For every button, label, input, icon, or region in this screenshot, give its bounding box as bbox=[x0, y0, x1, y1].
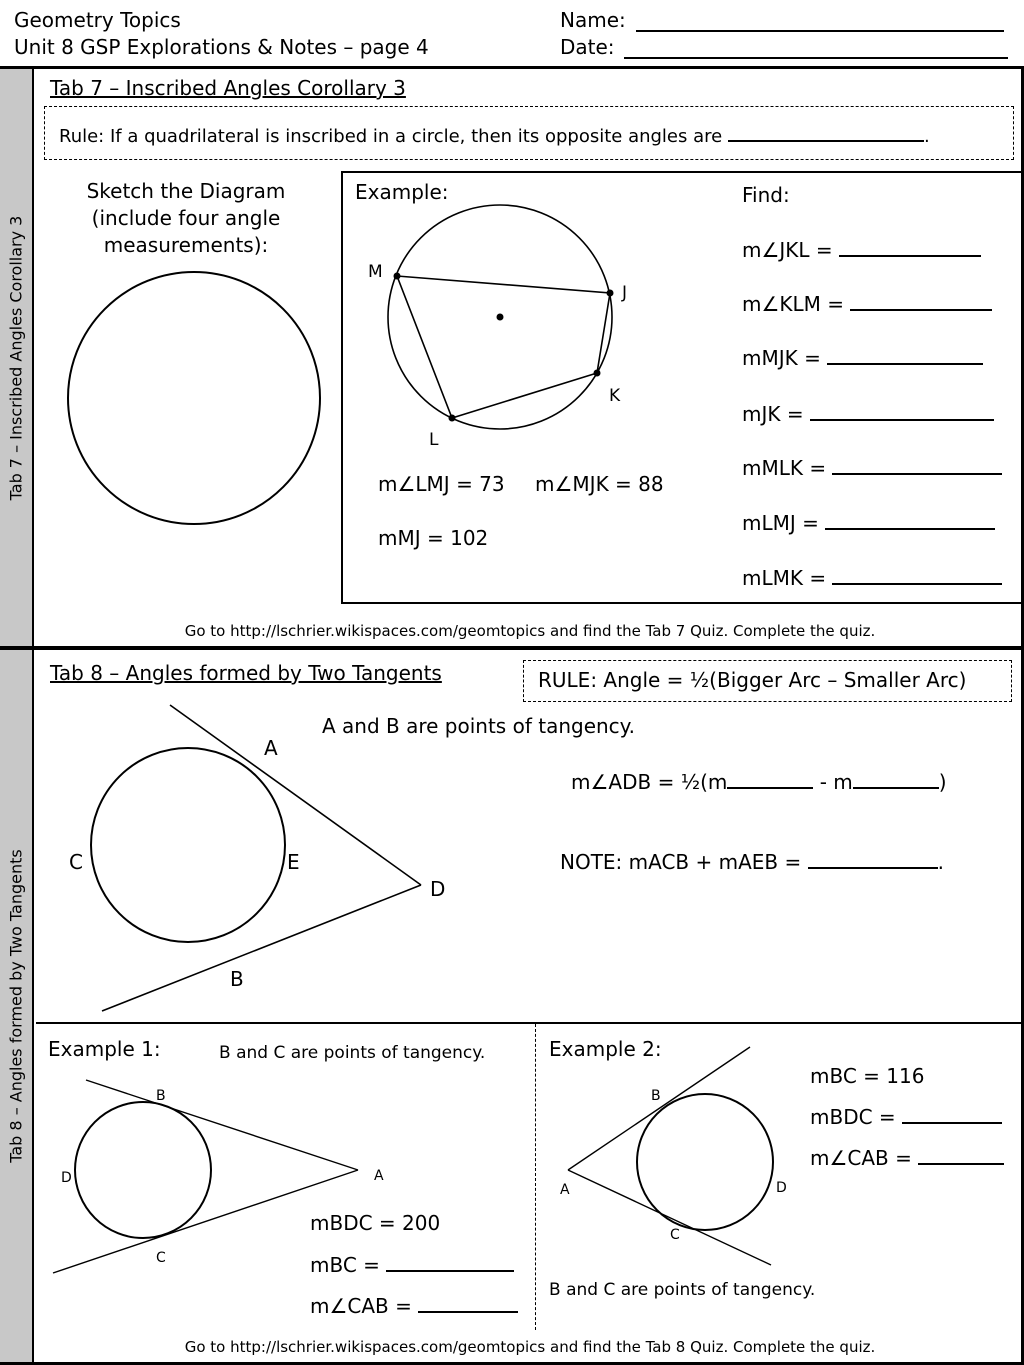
find-label: Find: bbox=[742, 183, 790, 207]
find-item-JKL: m∠JKL = bbox=[742, 238, 981, 262]
ex1-point-A: A bbox=[374, 1168, 384, 1184]
tab7-side-label: Tab 7 – Inscribed Angles Corollary 3 bbox=[0, 69, 34, 646]
given-arc-MJ: mMJ = 102 bbox=[378, 526, 489, 550]
example1-label: Example 1: bbox=[48, 1037, 161, 1061]
date-label: Date: bbox=[560, 35, 615, 59]
ex1-given: mBDC = 200 bbox=[310, 1211, 441, 1235]
example2-label: Example 2: bbox=[549, 1037, 662, 1061]
given-angle-LMJ: m∠LMJ = 73 bbox=[378, 472, 505, 496]
ex2-given: mBC = 116 bbox=[810, 1064, 925, 1088]
tab8-tangency-note: A and B are points of tangency. bbox=[322, 714, 636, 738]
ex2-point-B: B bbox=[651, 1088, 661, 1104]
tab8-title: Tab 8 – Angles formed by Two Tangents bbox=[50, 661, 442, 685]
find-item-JK: mJK = bbox=[742, 402, 994, 426]
tab8-note: NOTE: mACB + mAEB = . bbox=[560, 850, 944, 874]
course-title: Geometry Topics bbox=[14, 8, 181, 32]
angle-ADB-formula: m∠ADB = ½(m - m ) bbox=[571, 770, 947, 794]
tab7-rule-end: . bbox=[923, 126, 930, 147]
find-item-MLK: mMLK = bbox=[742, 456, 1002, 480]
ex1-point-C: C bbox=[156, 1250, 166, 1266]
tab8-side-label: Tab 8 – Angles formed by Two Tangents bbox=[0, 650, 34, 1362]
tab8-point-A: A bbox=[264, 736, 278, 760]
ex2-point-A: A bbox=[560, 1182, 570, 1198]
tab7-rule-text: Rule: If a quadrilateral is inscribed in a circle, then its opposite angles are bbox=[59, 126, 723, 147]
example1-tangency: B and C are points of tangency. bbox=[219, 1043, 486, 1063]
point-M-label: M bbox=[368, 262, 383, 282]
find-item-MJK: mMJK = bbox=[742, 346, 983, 370]
sketch-instructions: Sketch the Diagram (include four angle measurements): bbox=[86, 179, 286, 257]
ex2-point-C: C bbox=[670, 1227, 680, 1243]
name-label: Name: bbox=[560, 8, 626, 32]
page-subtitle: Unit 8 GSP Explorations & Notes – page 4 bbox=[14, 35, 429, 59]
ex2-q1: mBDC = bbox=[810, 1105, 1002, 1129]
ex2-q2-blank[interactable] bbox=[918, 1147, 1004, 1165]
ex1-point-B: B bbox=[156, 1088, 166, 1104]
tab7-footer: Go to http://lschrier.wikispaces.com/geomtopics and find the Tab 7 Quiz. Complete the quiz. bbox=[184, 622, 876, 640]
tab8-point-C: C bbox=[69, 850, 83, 874]
ex2-q1-blank[interactable] bbox=[902, 1106, 1002, 1124]
tab7-example-label: Example: bbox=[355, 180, 449, 204]
example2-tangency: B and C are points of tangency. bbox=[549, 1280, 816, 1300]
ex2-q2: m∠CAB = bbox=[810, 1146, 1004, 1170]
ex1-point-D: D bbox=[61, 1170, 72, 1186]
tab8-point-D: D bbox=[430, 877, 446, 901]
point-J-label: J bbox=[622, 283, 628, 303]
point-L-label: L bbox=[429, 430, 439, 450]
given-angle-MJK: m∠MJK = 88 bbox=[535, 472, 664, 496]
point-K-label: K bbox=[609, 386, 621, 406]
tab8-point-E: E bbox=[287, 850, 300, 874]
ex1-q2: m∠CAB = bbox=[310, 1294, 518, 1318]
tab8-footer: Go to http://lschrier.wikispaces.com/geomtopics and find the Tab 8 Quiz. Complete the quiz. bbox=[184, 1338, 876, 1356]
tab8-point-B: B bbox=[230, 967, 244, 991]
find-item-LMJ: mLMJ = bbox=[742, 511, 995, 535]
find-item-LMK: mLMK = bbox=[742, 566, 1002, 590]
tab7-title: Tab 7 – Inscribed Angles Corollary 3 bbox=[50, 76, 406, 100]
ex2-point-D: D bbox=[776, 1180, 787, 1196]
tab8-rule-text: RULE: Angle = ½(Bigger Arc – Smaller Arc) bbox=[538, 668, 967, 692]
ex1-q1: mBC = bbox=[310, 1253, 514, 1277]
find-item-KLM: m∠KLM = bbox=[742, 292, 992, 316]
